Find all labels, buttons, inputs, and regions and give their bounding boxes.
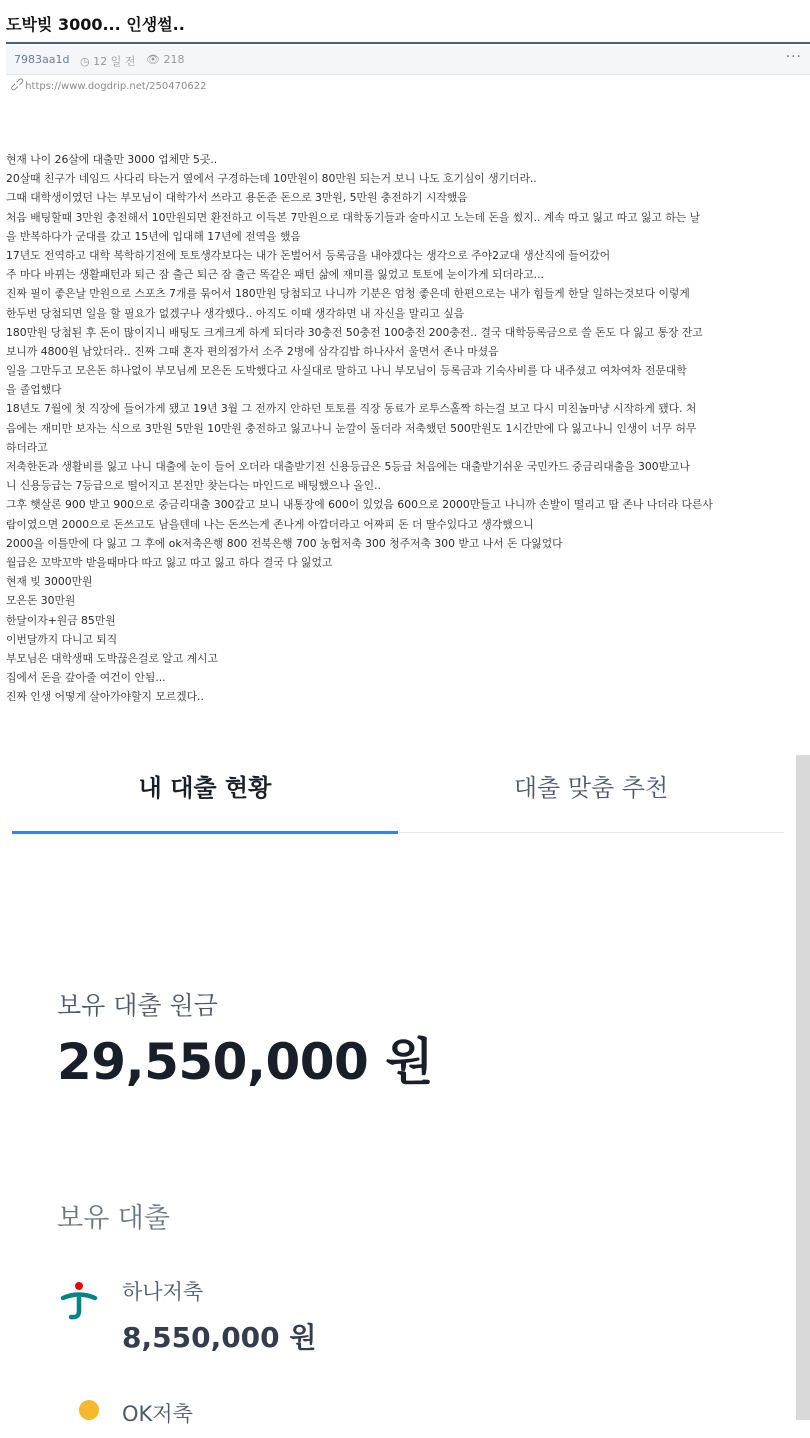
post-body-line: 한달이자+원금 85만원 (6, 613, 116, 627)
post-body-line: 진짜 인생 어떻게 살아가야할지 모르겠다.. (6, 690, 204, 704)
principal-value: 29,550,000 원 (57, 1033, 434, 1091)
post-url[interactable] (7, 74, 207, 95)
post-body-line: 18년도 7월에 첫 직장에 들어가게 됐고 19년 3월 그 전까지 안하던 토토를 직장 동료가 로투스홀짝 하는걸 보고 다시 미친놈마냥 시작하게 됐다. 처 (6, 402, 697, 416)
post-time (80, 53, 135, 69)
ok-logo-icon (79, 1400, 99, 1420)
post-body-line: 그후 햇살론 900 받고 900으로 중금리대출 300갚고 보니 내통장에 600이 있었음 600으로 2000만들고 나니까 손발이 떨리고 땀 존나 나더라 다른사 (6, 498, 713, 512)
loans-section-title: 보유 대출 (57, 1203, 170, 1234)
post-views-count: 218 (163, 53, 185, 66)
more-icon[interactable]: ··· (785, 49, 802, 65)
tab-loan-recommendation[interactable]: 대출 맞춤 추천 (513, 774, 669, 802)
link-icon: ⊂⊃ (7, 74, 28, 95)
post-body-line: 일을 그만두고 모은돈 하나없이 부모님께 모은돈 도박했다고 사실대로 말하고 나니 부모님이 등록금과 기숙사비를 다 내주셨고 여차여차 전문대학 (6, 364, 687, 378)
post-body-line: 하더라고 (6, 440, 48, 454)
post-body-line: 모은돈 30만원 (6, 594, 76, 608)
hana-logo-icon (57, 1278, 101, 1322)
post-url-text[interactable]: https://www.dogdrip.net/250470622 (25, 81, 207, 92)
post-body-line: 보니까 4800원 남았더라.. 진짜 그때 혼자 편의점가서 소주 2병에 삼각김밥 하나사서 울면서 존나 마셨음 (6, 344, 499, 358)
post-meta-bar (6, 46, 810, 75)
post-body (6, 150, 810, 706)
scrollbar[interactable] (796, 755, 810, 1420)
loan-item-hana[interactable] (57, 1272, 757, 1362)
post-body-line: 월급은 꼬박꼬박 받을때마다 따고 잃고 따고 잃고 하다 결국 다 잃었고 (6, 555, 333, 569)
principal-label: 보유 대출 원금 (57, 991, 218, 1020)
bank-name: OK저축 (122, 1402, 193, 1426)
post-body-line: 그때 대학생이였던 나는 부모님이 대학가서 쓰라고 용돈준 돈으로 3만원, 5만원 충전하기 시작했음 (6, 191, 468, 205)
post-body-line: 처음 배팅할때 3만원 충전해서 10만원되면 환전하고 이득본 7만원으로 대학동기들과 술마시고 노는데 돈을 썼지.. 계속 따고 잃고 따고 잃고 하는 날 (6, 210, 701, 224)
post-body-line: 20살때 친구가 네임드 사다리 타는거 옆에서 구경하는데 10만원이 80만원 되는거 보니 나도 호기심이 생기더라.. (6, 172, 537, 186)
post-body-line: 을 반복하다가 군대를 갔고 15년에 입대해 17년에 전역을 했음 (6, 229, 301, 243)
post-body-line: 음에는 재미만 보자는 식으로 3만원 5만원 10만원 충전하고 잃고나니 눈깔이 돌더라 저축했던 500만원도 1시간만에 다 잃고나니 인생이 너무 허무 (6, 421, 697, 435)
title-divider (6, 42, 810, 44)
loan-tabs (12, 755, 784, 835)
post-body-line: 을 졸업했다 (6, 383, 62, 397)
post-body-line: 17년도 전역하고 대학 복학하기전에 토토생각보다는 내가 돈벌어서 등록금을 내야겠다는 생각으로 주야2교대 생산직에 들어갔어 (6, 248, 611, 262)
active-tab-indicator (12, 831, 398, 834)
loan-item-ok[interactable] (57, 1398, 757, 1438)
post-body-line: 부모님은 대학생때 도박끊은걸로 알고 계시고 (6, 651, 218, 665)
post-body-line: 이번달까지 다니고 퇴직 (6, 632, 118, 646)
author-link[interactable]: 7983aa1d (14, 53, 70, 66)
post-body-line: 니 신용등급는 7등급으로 떨어지고 본전만 찾는다는 마인드로 배팅했으나 올인.. (6, 479, 381, 493)
tab-my-loans[interactable]: 내 대출 현황 (138, 774, 272, 802)
bank-name: 하나저축 (122, 1280, 204, 1304)
loan-amount: 8,550,000 원 (122, 1321, 317, 1354)
post-body-line: 180만원 당첨된 후 돈이 많이지니 배팅도 크게크게 하게 되더라 30충전 50충전 100충전 200충전.. 결국 대학등록금으로 쓸 돈도 다 잃고 통장 잔고 (6, 325, 703, 339)
post-body-line: 한두번 당첨되면 일을 할 필요가 없겠구나 생각했다.. 아직도 이때 생각하면 내 자신을 말리고 싶음 (6, 306, 465, 320)
eye-icon: 👁 (146, 53, 160, 66)
post-views (146, 53, 184, 66)
post-body-line: 진짜 필이 좋은날 만원으로 스포츠 7개를 묶어서 180만원 당첨되고 나니까 기분은 엄청 좋은데 한편으로는 내가 힘들게 한달 일하는것보다 이렇게 (6, 287, 690, 301)
post-body-line: 집에서 돈을 갚아줄 여건이 안됨... (6, 671, 166, 685)
post-body-line: 현재 나이 26살에 대출만 3000 업체만 5곳.. (6, 153, 218, 166)
clock-icon: ◷ (80, 55, 90, 68)
post-body-line: 람이였으면 2000으로 돈쓰고도 남을텐데 나는 돈쓰는게 존나게 아깝더라고 어짜피 돈 더 딸수있다고 생각했으니 (6, 517, 534, 531)
post-body-line: 저축한돈과 생활비를 잃고 나니 대출에 눈이 들어 오더라 대출받기전 신용등급은 5등급 처음에는 대출받기쉬운 국민카드 중금리대출을 300받고나 (6, 460, 690, 473)
post-body-line: 현재 빚 3000만원 (6, 575, 93, 589)
post-time-text: 12 일 전 (93, 55, 136, 68)
post-body-line: 주 마다 바뀌는 생활패턴과 퇴근 잠 출근 퇴근 잠 출근 똑같은 패턴 삶에 재미를 잃었고 토토에 눈이가게 되더라고... (6, 268, 544, 282)
post-body-line: 2000을 이틀만에 다 잃고 그 후에 ok저축은행 800 전북은행 700 농협저축 300 청주저축 300 받고 나서 돈 다잃었다 (6, 536, 563, 550)
post-title: 도박빚 3000... 인생썰.. (6, 15, 185, 34)
